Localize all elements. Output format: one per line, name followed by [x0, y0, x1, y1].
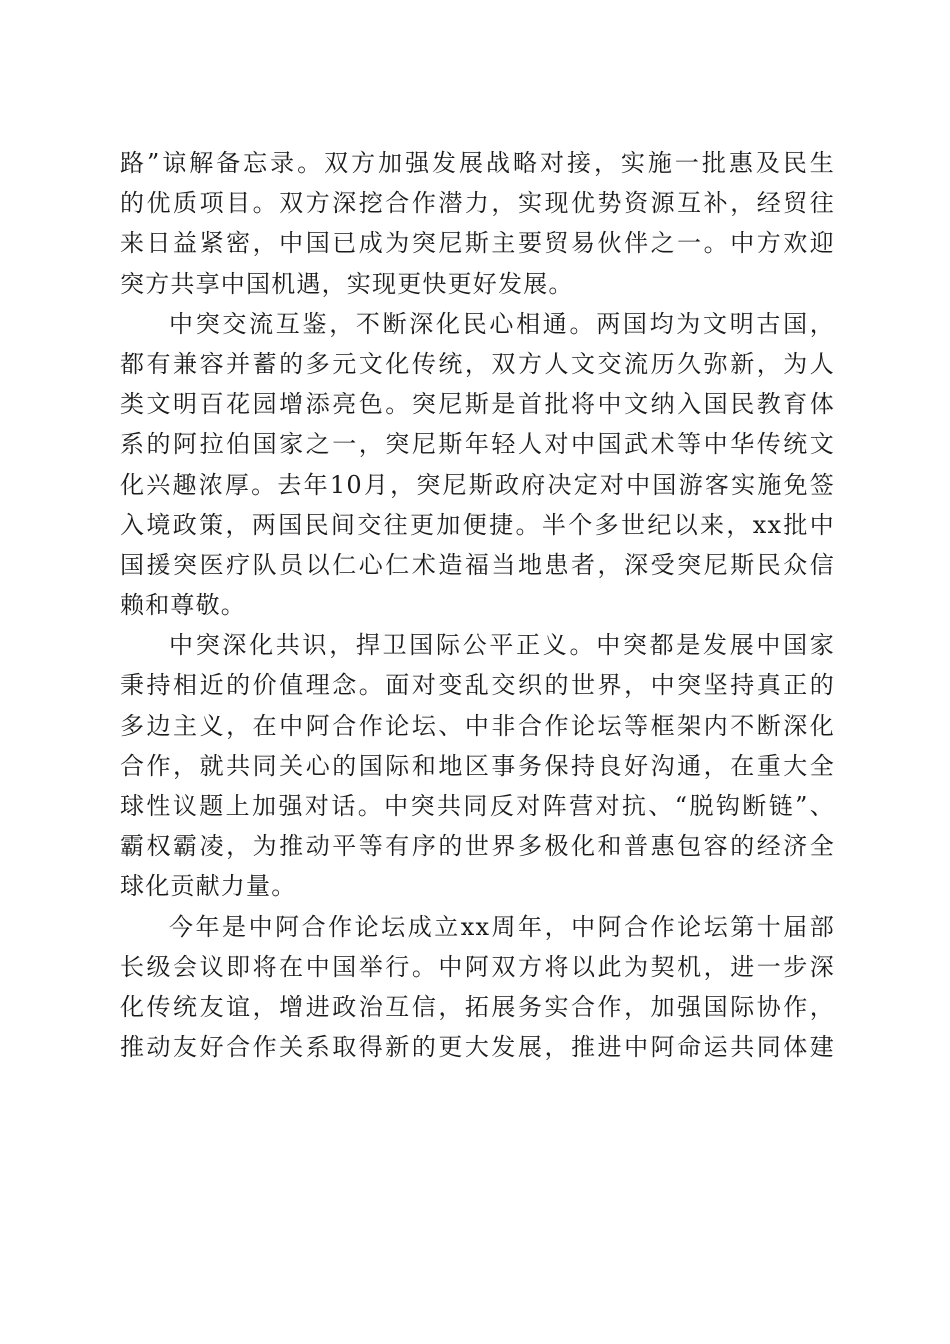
text-line: 合作，就共同关心的国际和地区事务保持良好沟通，在重大全: [120, 751, 835, 780]
text-line: 化传统友谊，增进政治互信，拓展务实合作，加强国际协作，: [120, 992, 835, 1021]
text-line: 入境政策，两国民间交往更加便捷。半个多世纪以来，xx批中: [120, 510, 835, 539]
text-line: 中突交流互鉴，不断深化民心相通。两国均为文明古国，: [169, 309, 835, 338]
text-line: 来日益紧密，中国已成为突尼斯主要贸易伙伴之一。中方欢迎: [120, 229, 835, 258]
text-line: 秉持相近的价值理念。面对变乱交织的世界，中突坚持真正的: [120, 671, 835, 700]
text-line: 中突深化共识，捍卫国际公平正义。中突都是发展中国家: [169, 631, 835, 660]
text-line: 类文明百花园增添亮色。突尼斯是首批将中文纳入国民教育体: [120, 390, 835, 419]
text-line: 化兴趣浓厚。去年10月，突尼斯政府决定对中国游客实施免签: [120, 470, 835, 499]
paragraph-2: [120, 304, 835, 626]
text-line: 突方共享中国机遇，实现更快更好发展。: [120, 269, 574, 298]
text-line: 的优质项目。双方深挖合作潜力，实现优势资源互补，经贸往: [120, 189, 835, 218]
text-line: 长级会议即将在中国举行。中阿双方将以此为契机，进一步深: [120, 952, 835, 981]
text-line: 系的阿拉伯国家之一，突尼斯年轻人对中国武术等中华传统文: [120, 430, 835, 459]
text-line: 球化贡献力量。: [120, 872, 297, 901]
text-line: 多边主义，在中阿合作论坛、中非合作论坛等框架内不断深化: [120, 711, 835, 740]
paragraph-1: [120, 143, 835, 304]
text-line: 赖和尊敬。: [120, 591, 246, 620]
text-line: 推动友好合作关系取得新的更大发展，推进中阿命运共同体建: [120, 1033, 835, 1062]
text-line: 路”谅解备忘录。双方加强发展战略对接，实施一批惠及民生: [120, 149, 835, 177]
text-line: 国援突医疗队员以仁心仁术造福当地患者，深受突尼斯民众信: [120, 550, 835, 579]
paragraph-4: [120, 907, 835, 1068]
text-line: 霸权霸凌，为推动平等有序的世界多极化和普惠包容的经济全: [120, 832, 835, 861]
paragraph-3: [120, 625, 835, 906]
text-line: 都有兼容并蓄的多元文化传统，双方人文交流历久弥新，为人: [120, 349, 835, 378]
document-body: [120, 143, 835, 1067]
text-line: 今年是中阿合作论坛成立xx周年，中阿合作论坛第十届部: [169, 912, 835, 941]
text-line: 球性议题上加强对话。中突共同反对阵营对抗、“脱钩断链”、: [120, 792, 835, 820]
